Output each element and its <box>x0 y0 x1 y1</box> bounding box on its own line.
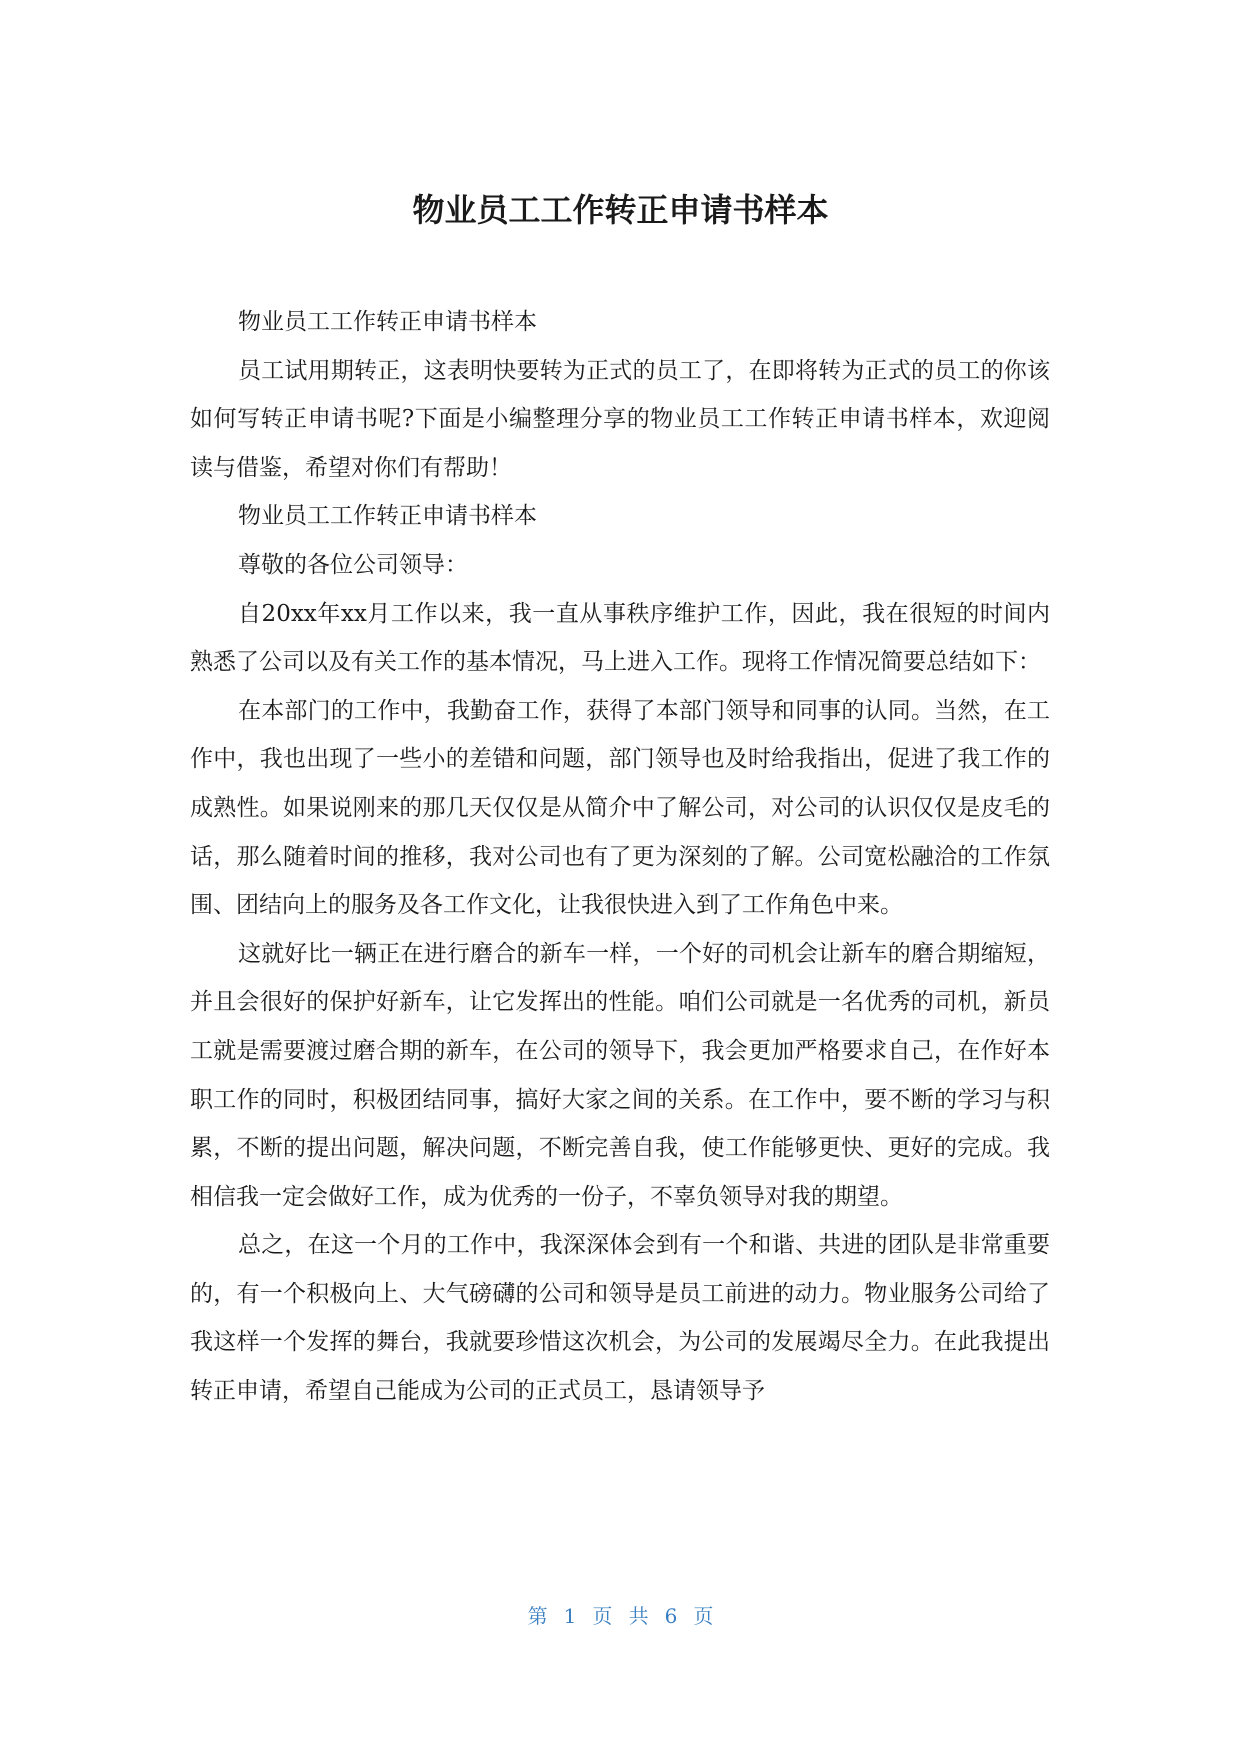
paragraph-body-1: 自20xx年xx月工作以来，我一直从事秩序维护工作，因此，我在很短的时间内熟悉了公司以及有关工作的基本情况，马上进入工作。现将工作情况简要总结如下： <box>190 600 1050 676</box>
footer-page-number: 1 <box>563 1604 577 1628</box>
paragraph-salutation: 尊敬的各位公司领导： <box>238 551 468 578</box>
document-body <box>190 298 1050 1416</box>
footer-suffix: 页 <box>693 1604 714 1628</box>
paragraph-intro: 员工试用期转正，这表明快要转为正式的员工了，在即将转为正式的员工的你该如何写转正申请书呢?下面是小编整理分享的物业员工工作转正申请书样本，欢迎阅读与借鉴，希望对你们有帮助！ <box>190 357 1050 481</box>
document-title: 物业员工工作转正申请书样本 <box>412 191 829 229</box>
footer-total-pages: 6 <box>664 1604 678 1628</box>
paragraph-body-4: 总之，在这一个月的工作中，我深深体会到有一个和谐、共进的团队是非常重要的，有一个积极向上、大气磅礴的公司和领导是员工前进的动力。物业服务公司给了我这样一个发挥的舞台，我就要珍惜这次机会，为公司的发展竭尽全力。在此我提出转正申请，希望自己能成为公司的正式员工，恳请领导予 <box>190 1232 1050 1405</box>
paragraph-body-2: 在本部门的工作中，我勤奋工作，获得了本部门领导和同事的认同。当然，在工作中，我也出现了一些小的差错和问题，部门领导也及时给我指出，促进了我工作的成熟性。如果说刚来的那几天仅仅是从简介中了解公司，对公司的认识仅仅是皮毛的话，那么随着时间的推移，我对公司也有了更为深刻的了解。公司宽松融洽的工作氛围、团结向上的服务及各工作文化，让我很快进入到了工作角色中来。 <box>190 697 1050 919</box>
footer-prefix: 第 <box>527 1604 548 1628</box>
paragraph-subtitle-2: 物业员工工作转正申请书样本 <box>238 503 537 530</box>
paragraph-body-3: 这就好比一辆正在进行磨合的新车一样，一个好的司机会让新车的磨合期缩短，并且会很好的保护好新车，让它发挥出的性能。咱们公司就是一名优秀的司机，新员工就是需要渡过磨合期的新车，在公司的领导下，我会更加严格要求自己，在作好本职工作的同时，积极团结同事，搞好大家之间的关系。在工作中，要不断的学习与积累，不断的提出问题，解决问题，不断完善自我，使工作能够更快、更好的完成。我相信我一定会做好工作，成为优秀的一份子，不辜负领导对我的期望。 <box>190 940 1050 1210</box>
footer-middle: 页 共 <box>592 1604 649 1628</box>
page-footer <box>0 1602 1241 1630</box>
paragraph-subtitle: 物业员工工作转正申请书样本 <box>238 309 537 335</box>
